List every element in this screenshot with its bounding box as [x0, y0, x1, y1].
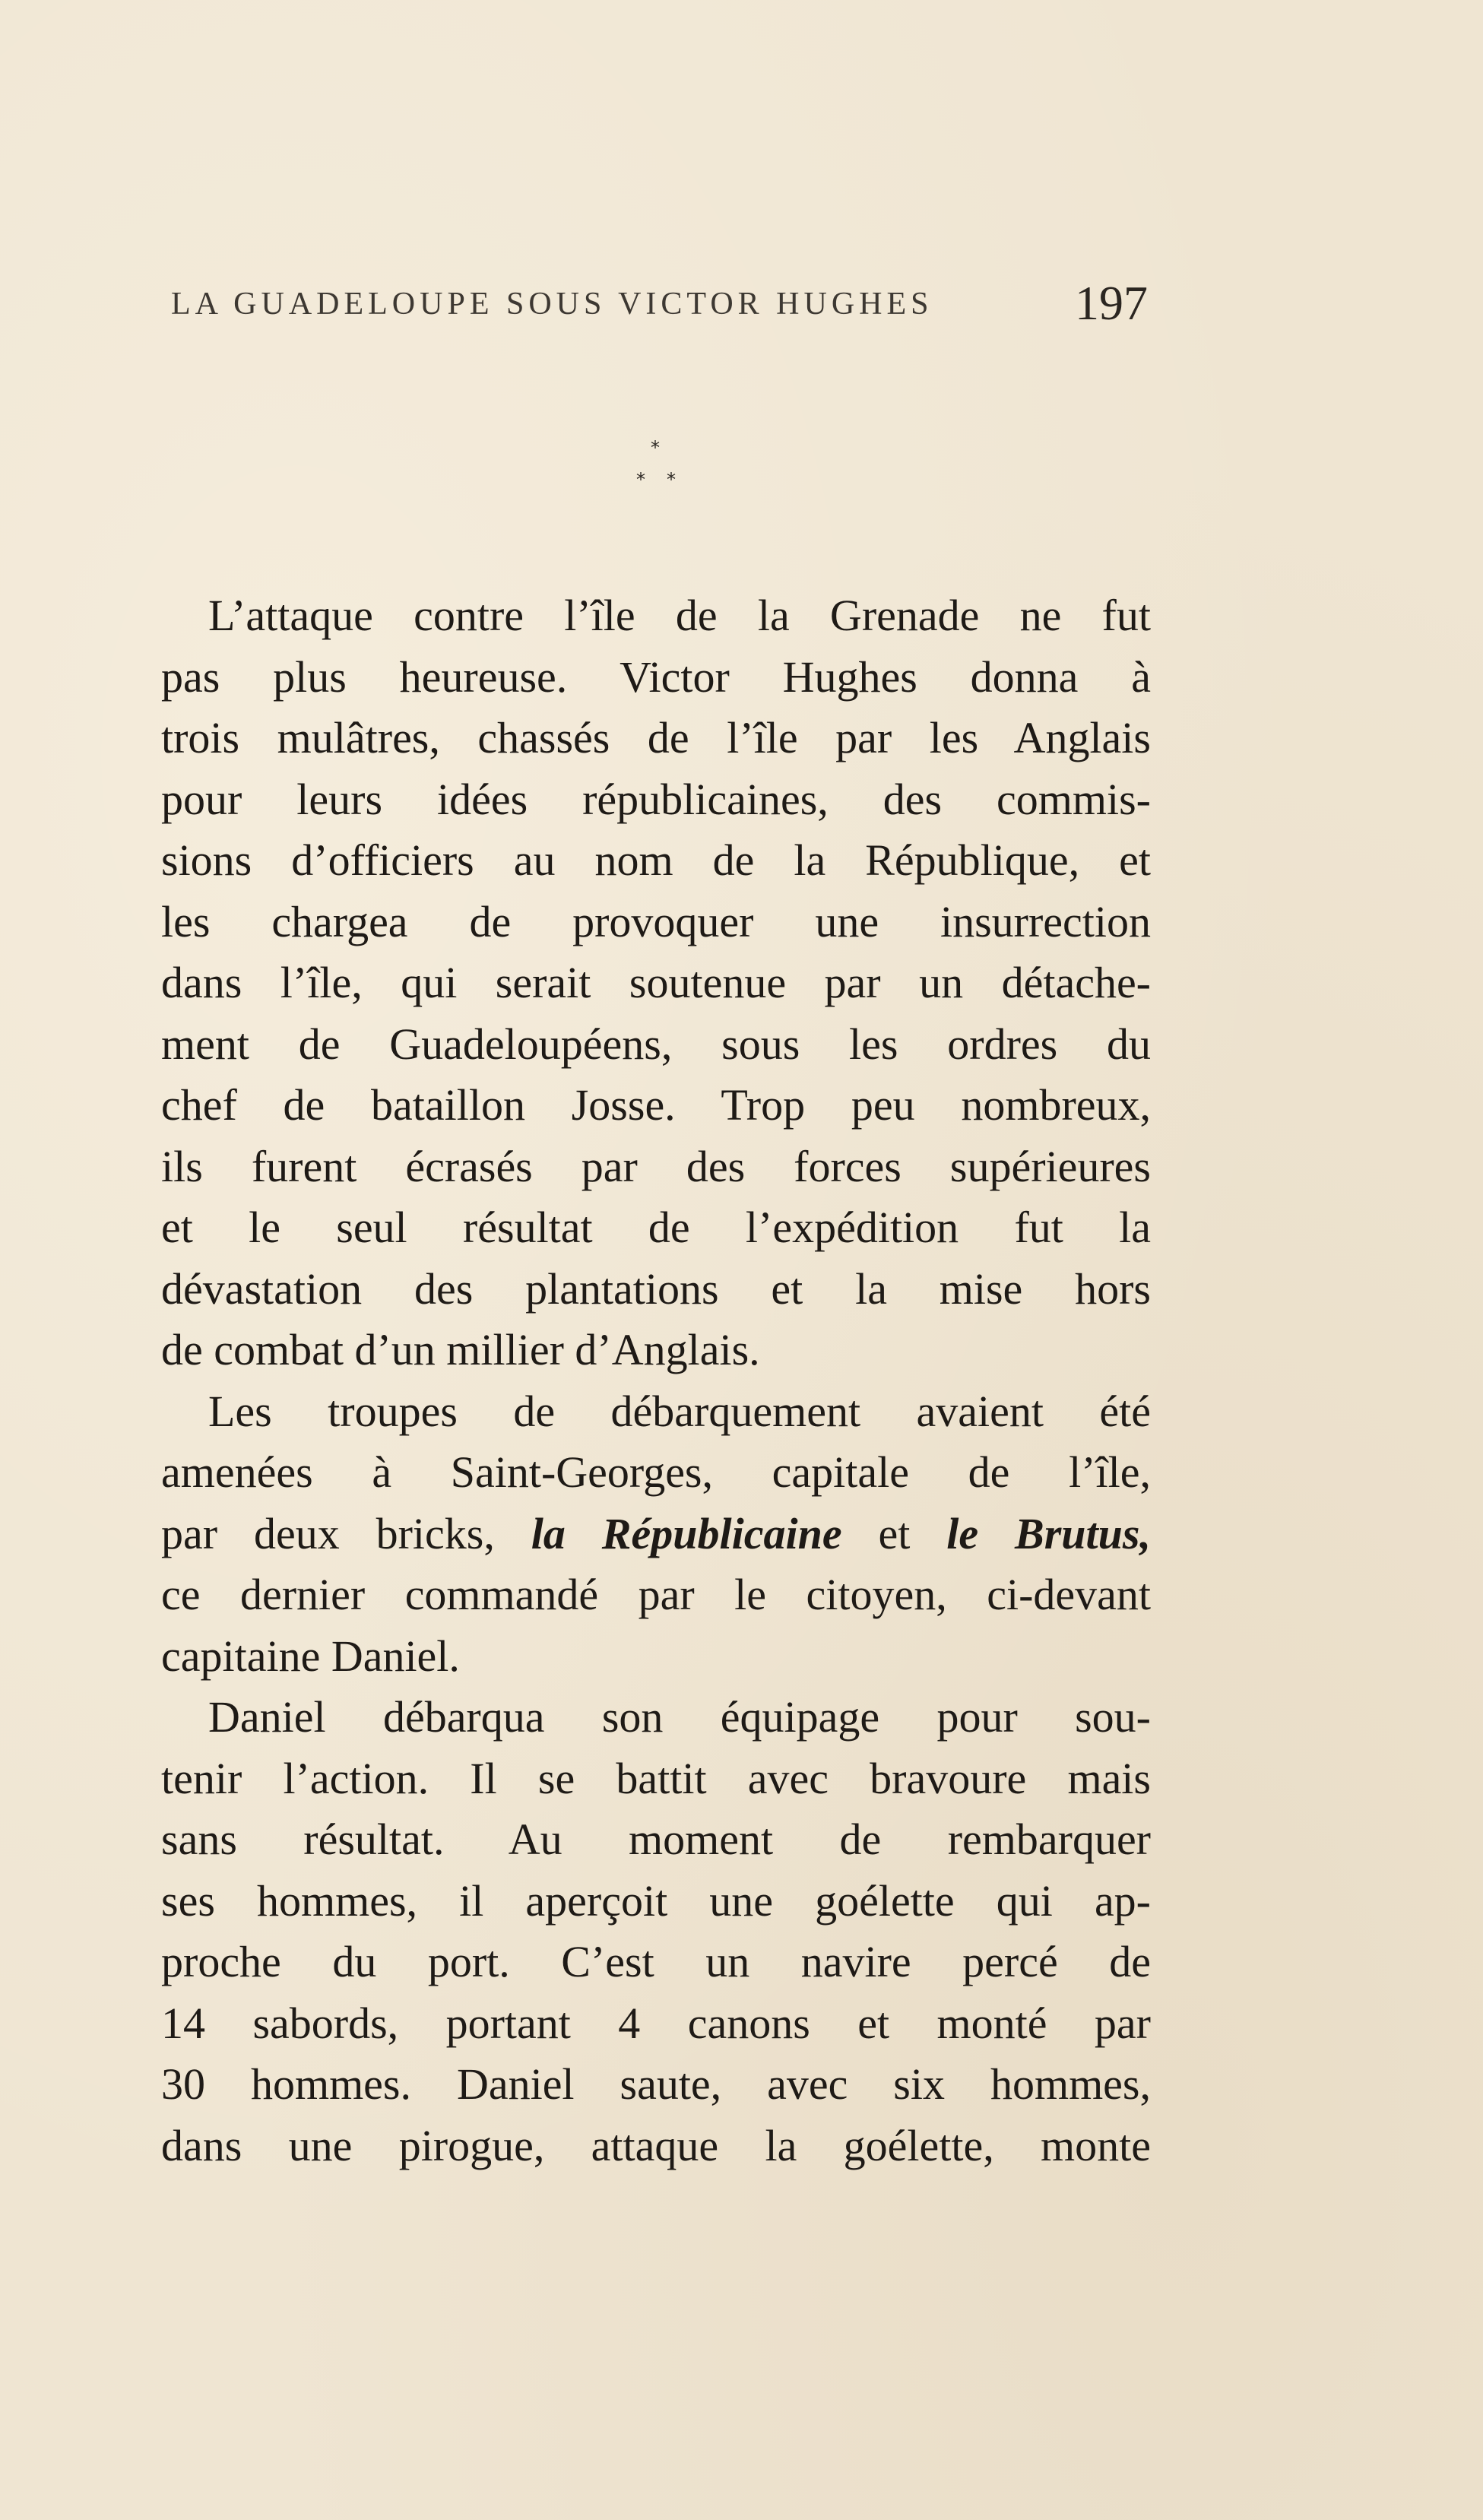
text-line: sans résultat. Au moment de rembarquer [161, 1815, 1151, 1864]
asterism-star: * [651, 437, 660, 458]
text-line: ses hommes, il aperçoit une goélette qui ap- [161, 1875, 1151, 1926]
text-line: Les troupes de débarquement avaient été [208, 1386, 1151, 1436]
asterism-section-break [612, 437, 703, 513]
text-line: Daniel débarqua son équipage pour sou- [208, 1692, 1151, 1742]
text-line: 14 sabords, portant 4 canons et monté par [161, 1998, 1151, 2048]
running-head [171, 275, 1148, 344]
running-title: LA GUADELOUPE SOUS VICTOR HUGHES [171, 287, 933, 322]
text-line: amenées à Saint-Georges, capitale de l’île, [161, 1447, 1151, 1497]
body-text [161, 585, 1151, 2176]
ship-name: la Républicaine [531, 1508, 842, 1558]
text-line: pas plus heureuse. Victor Hughes donna à [161, 651, 1151, 702]
text-line: tenir l’action. Il se battit avec bravoure mais [161, 1753, 1151, 1803]
text-fragment: et [841, 1508, 947, 1558]
text-line: pour leurs idées républicaines, des commis- [161, 774, 1151, 824]
text-line: de combat d’un millier d’Anglais. [161, 1325, 760, 1374]
text-line: chef de bataillon Josse. Trop peu nombreux, [161, 1080, 1151, 1130]
text-line: proche du port. C’est un navire percé de [161, 1937, 1151, 1986]
text-line: les chargea de provoquer une insurrection [161, 896, 1151, 946]
asterism-star: * [667, 469, 676, 490]
text-line-with-ship-names [161, 1504, 1151, 1565]
text-line: ce dernier commandé par le citoyen, ci-devant [161, 1570, 1151, 1619]
text-line: ment de Guadeloupéens, sous les ordres du [161, 1019, 1151, 1069]
text-fragment: par deux bricks, [161, 1508, 531, 1558]
ship-name: le Brutus, [946, 1508, 1151, 1558]
text-line: dans une pirogue, attaque la goélette, monte [161, 2120, 1151, 2170]
text-line: 30 hommes. Daniel saute, avec six hommes, [161, 2059, 1151, 2109]
page-number: 197 [1075, 276, 1148, 330]
text-line: et le seul résultat de l’expédition fut la [161, 1203, 1151, 1252]
text-line: trois mulâtres, chassés de l’île par les Anglais [161, 713, 1151, 762]
text-line: capitaine Daniel. [161, 1631, 460, 1681]
text-line: sions d’officiers au nom de la République, et [161, 835, 1151, 885]
text-line: ils furent écrasés par des forces supérieures [161, 1141, 1151, 1191]
text-line: dans l’île, qui serait soutenue par un détache- [161, 958, 1151, 1007]
asterism-star: * [636, 469, 645, 490]
text-line: dévastation des plantations et la mise hors [161, 1263, 1151, 1314]
text-line: L’attaque contre l’île de la Grenade ne fut [208, 591, 1151, 640]
